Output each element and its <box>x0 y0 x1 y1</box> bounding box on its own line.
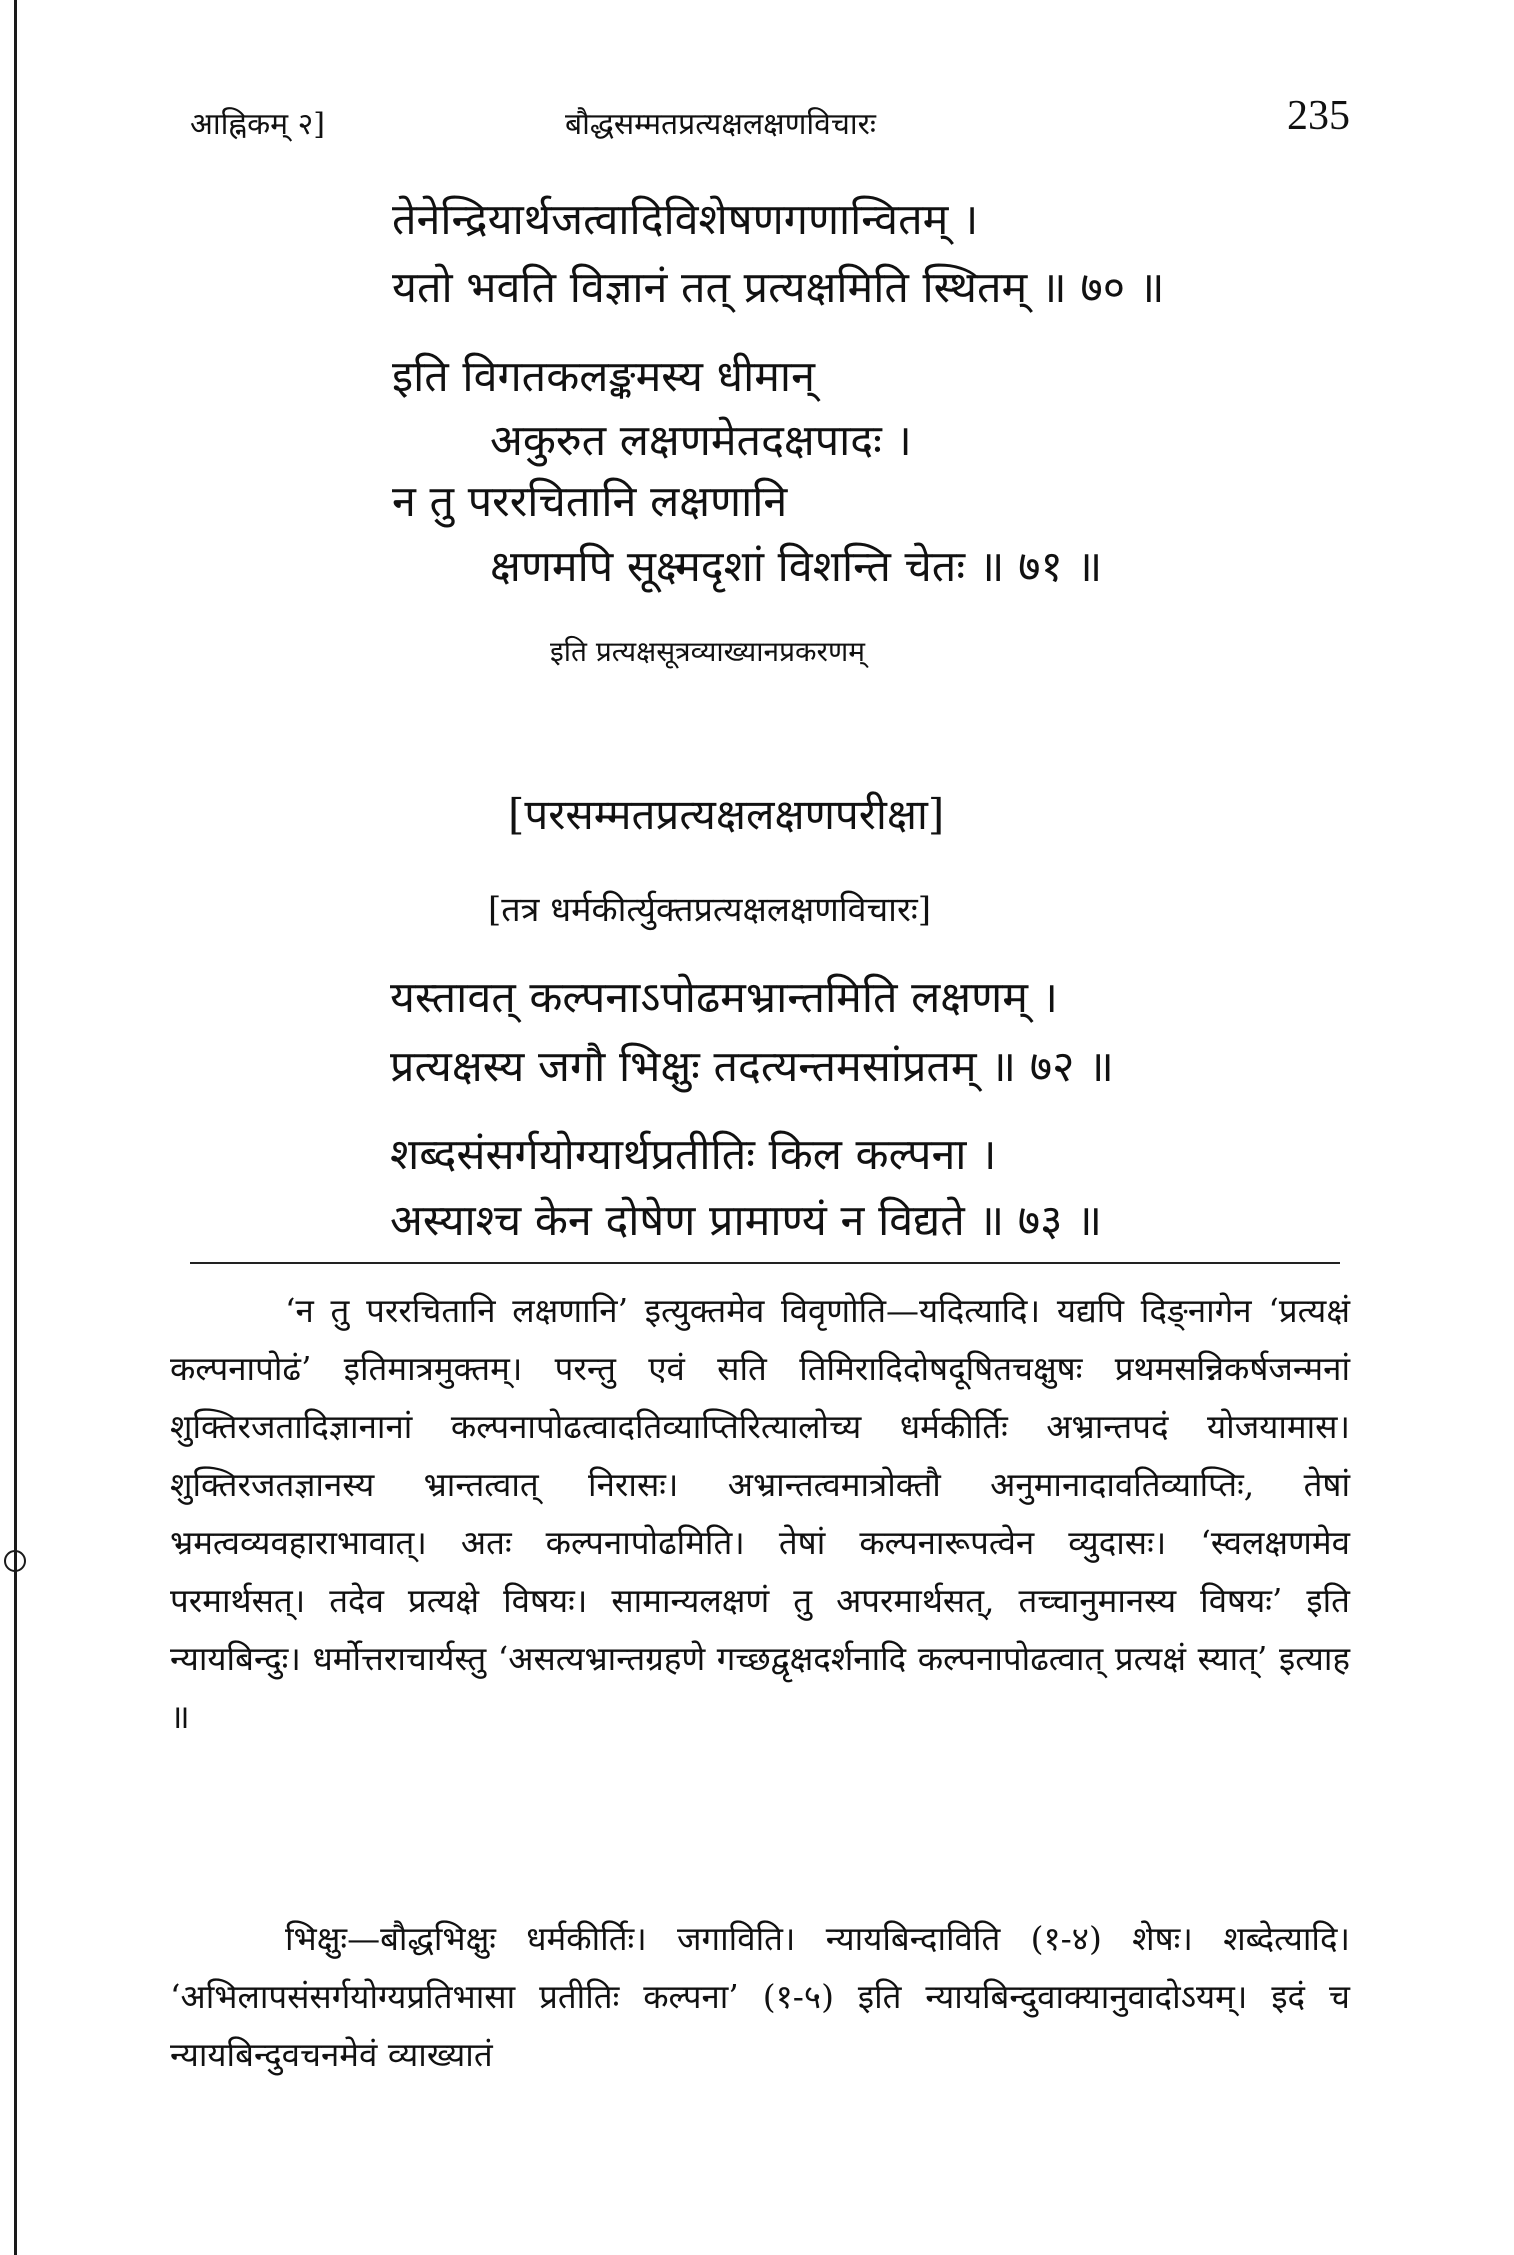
verse-line: शब्दसंसर्गयोग्यार्थप्रतीतिः किल कल्पना । <box>390 1130 997 1180</box>
sub-heading: [तत्र धर्मकीर्त्युक्तप्रत्यक्षलक्षणविचारः] <box>488 890 932 930</box>
commentary-paragraph: भिक्षुः—बौद्धभिक्षुः धर्मकीर्तिः। जगाविति। न्यायबिन्दाविति (१-४) शेषः। शब्देत्यादि। ‘अभिलापसंसर्गयोग्यप्रतिभासा प्रतीतिः कल्पना’ (१-५) इति न्यायबिन्दुवाक्यानुवादोऽयम्। इदं च न्यायबिन्दुवचनमेवं व्याख्यातं <box>170 1919 1350 2074</box>
page-number: 235 <box>1287 93 1350 139</box>
verse-line: यतो भवति विज्ञानं तत् प्रत्यक्षमिति स्थितम् ॥ ७० ॥ <box>392 263 1165 313</box>
section-colophon: इति प्रत्यक्षसूत्रव्याख्यानप्रकरणम् <box>550 635 865 668</box>
verse-line: प्रत्यक्षस्य जगौ भिक्षुः तदत्यन्तमसांप्रतम् ॥ ७२ ॥ <box>390 1042 1114 1092</box>
header-running-title: बौद्धसम्मतप्रत्यक्षलक्षणविचारः <box>565 107 876 142</box>
verse-line: अस्याश्च केन दोषेण प्रामाण्यं न विद्यते ॥ ७३ ॥ <box>390 1196 1102 1246</box>
section-heading: [परसम्मतप्रत्यक्षलक्षणपरीक्षा] <box>508 790 945 839</box>
commentary-block <box>170 1282 1350 1746</box>
verse-line: न तु पररचितानि लक्षणानि <box>392 477 788 527</box>
verse-line: क्षणमपि सूक्ष्मदृशां विशन्ति चेतः ॥ ७१ ॥ <box>490 542 1103 592</box>
verse-line: अकुरुत लक्षणमेतदक्षपादः । <box>490 416 912 466</box>
verse-line: तेनेन्द्रियार्थजत्वादिविशेषणगणान्वितम् । <box>392 195 979 245</box>
verse-line: इति विगतकलङ्कमस्य धीमान् <box>392 352 815 402</box>
commentary-paragraph: ‘न तु पररचितानि लक्षणानि’ इत्युक्तमेव विवृणोति—यदित्यादि। यद्यपि दिङ्नागेन ‘प्रत्यक्षं कल्पनापोढं’ इतिमात्रमुक्तम्। परन्तु एवं सति तिमिरादिदोषदूषितचक्षुषः प्रथमसन्निकर्षजन्मनां शुक्तिरजतादिज्ञानानां कल्पनापोढत्वादतिव्याप्तिरित्यालोच्य धर्मकीर्तिः अभ्रान्तपदं योजयामास। शुक्तिरजतज्ञानस्य भ्रान्तत्वात् निरासः। अभ्रान्तत्वमात्रोक्तौ अनुमानादावतिव्याप्तिः, तेषां भ्रमत्वव्यवहाराभावात्। अतः कल्पनापोढमिति। तेषां कल्पनारूपत्वेन व्युदासः। ‘स्वलक्षणमेव परमार्थसत्। तदेव प्रत्यक्षे विषयः। सामान्यलक्षणं तु अपरमार्थसत्, तच्चानुमानस्य विषयः’ इति न्यायबिन्दुः। धर्मोत्तराचार्यस्तु ‘असत्यभ्रान्तग्रहणे गच्छद्वृक्षदर्शनादि कल्पनापोढत्वात् प्रत्यक्षं स्यात्’ इत्याह ॥ <box>170 1291 1351 1736</box>
header-chapter: आह्निकम् २] <box>190 107 325 142</box>
page-header <box>190 92 1350 142</box>
binding-hole <box>4 1550 26 1572</box>
binding-edge <box>14 0 17 2255</box>
verse-line: यस्तावत् कल्पनाऽपोढमभ्रान्तमिति लक्षणम् । <box>390 973 1058 1023</box>
commentary-block <box>170 1910 1350 2084</box>
footnote-divider <box>190 1262 1340 1264</box>
